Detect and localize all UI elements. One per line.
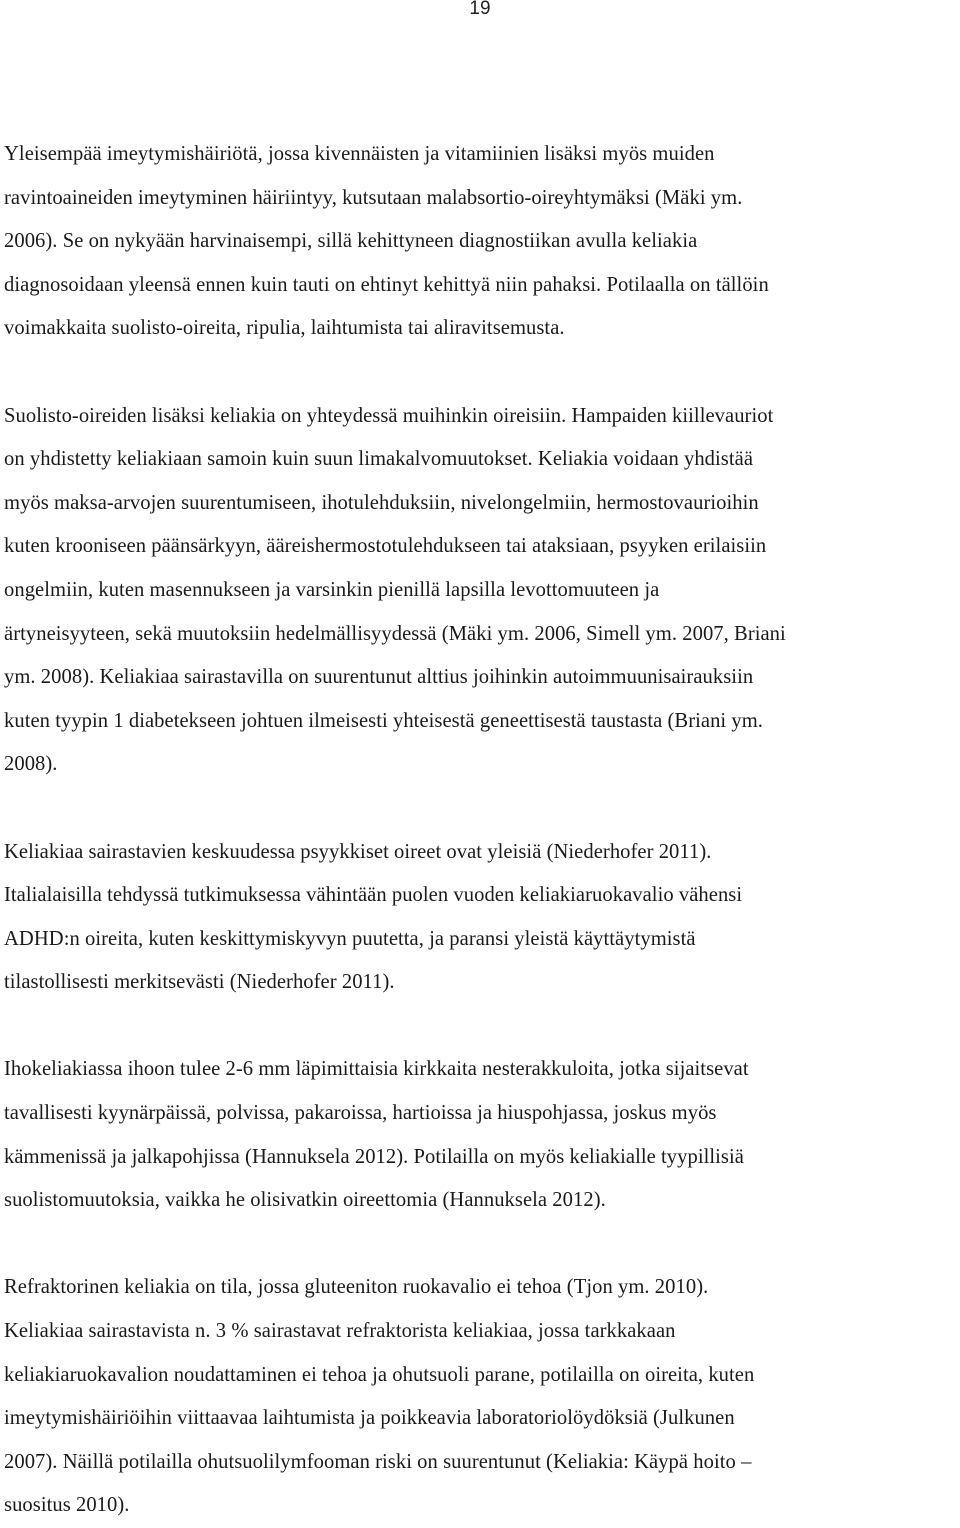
text-line: kämmenissä ja jalkapohjissa (Hannuksela 2012). Potilailla on myös keliakialle tyypillisiä [4, 1145, 744, 1168]
paragraph-gap [4, 351, 956, 395]
paragraph-other-symptoms [4, 395, 956, 787]
text-line: ärtyneisyyteen, sekä muutoksiin hedelmällisyydessä (Mäki ym. 2006, Simell ym. 2007, Briani [4, 622, 786, 645]
paragraph-gap [4, 1005, 956, 1049]
text-line: keliakiaruokavalion noudattaminen ei tehoa ja ohutsuoli parane, potilailla on oireita, kuten [4, 1363, 755, 1386]
text-line: tavallisesti kyynärpäissä, polvissa, pakaroissa, hartioissa ja hiuspohjassa, joskus myös [4, 1102, 717, 1125]
body-text [4, 133, 956, 1528]
text-line: suositus 2010). [4, 1494, 130, 1517]
text-line: 2007). Näillä potilailla ohutsuolilymfooman riski on suurentunut (Keliakia: Käypä hoito – [4, 1450, 752, 1473]
page-number: 19 [469, 0, 491, 19]
text-line: on yhdistetty keliakiaan samoin kuin suun limakalvomuutokset. Keliakia voidaan yhdistää [4, 448, 754, 471]
paragraph-refractory [4, 1266, 956, 1528]
text-line: ym. 2008). Keliakiaa sairastavilla on suurentunut alttius joihinkin autoimmuunisairauksiin [4, 666, 754, 689]
text-line: suolistomuutoksia, vaikka he olisivatkin oireettomia (Hannuksela 2012). [4, 1189, 606, 1212]
text-line: diagnosoidaan yleensä ennen kuin tauti on ehtinyt kehittyä niin pahaksi. Potilaalla on tällöin [4, 273, 769, 296]
text-line: kuten tyypin 1 diabetekseen johtuen ilmeisesti yhteisestä geneettisestä taustasta (Briani ym. [4, 709, 763, 732]
text-line: Italialaisilla tehdyssä tutkimuksessa vähintään puolen vuoden keliakiaruokavalio vähensi [4, 884, 743, 907]
text-line: kuten krooniseen päänsärkyyn, ääreishermostotulehdukseen tai ataksiaan, psyyken erilaisiin [4, 535, 767, 558]
text-line: Ihokeliakiassa ihoon tulee 2-6 mm läpimittaisia kirkkaita nesterakkuloita, jotka sijaitsevat [4, 1058, 749, 1081]
text-line: imeytymishäiriöihin viittaavaa laihtumista ja poikkeavia laboratoriolöydöksiä (Julkunen [4, 1407, 735, 1430]
paragraph-gap [4, 787, 956, 831]
text-line: Keliakiaa sairastavien keskuudessa psyykkiset oireet ovat yleisiä (Niederhofer 2011). [4, 840, 712, 863]
paragraph-skin-celiac [4, 1048, 956, 1222]
paragraph-psychiatric [4, 831, 956, 1005]
text-line: tilastollisesti merkitsevästi (Niederhofer 2011). [4, 971, 395, 994]
text-line: ADHD:n oireita, kuten keskittymiskyvyn puutetta, ja paransi yleistä käyttäytymistä [4, 927, 696, 950]
text-line: 2006). Se on nykyään harvinaisempi, sillä kehittyneen diagnostiikan avulla keliakia [4, 230, 698, 253]
text-line: ravintoaineiden imeytyminen häiriintyy, kutsutaan malabsortio-oireyhtymäksi (Mäki ym. [4, 186, 743, 209]
text-line: Refraktorinen keliakia on tila, jossa gluteeniton ruokavalio ei tehoa (Tjon ym. 2010). [4, 1276, 709, 1299]
text-line: myös maksa-arvojen suurentumiseen, ihotulehduksiin, nivelongelmiin, hermostovaurioihin [4, 491, 759, 514]
paragraph-malabsorption [4, 133, 956, 351]
text-line: Yleisempää imeytymishäiriötä, jossa kivennäisten ja vitamiinien lisäksi myös muiden [4, 143, 715, 165]
text-line: Keliakiaa sairastavista n. 3 % sairastavat refraktorista keliakiaa, jossa tarkkakaan [4, 1320, 676, 1343]
text-line: voimakkaita suolisto-oireita, ripulia, laihtumista tai aliravitsemusta. [4, 317, 565, 340]
text-line: Suolisto-oireiden lisäksi keliakia on yhteydessä muihinkin oireisiin. Hampaiden kiillevauriot [4, 404, 774, 427]
text-line: 2008). [4, 753, 58, 776]
text-line: ongelmiin, kuten masennukseen ja varsinkin pienillä lapsilla levottomuuteen ja [4, 578, 660, 601]
paragraph-gap [4, 1223, 956, 1267]
